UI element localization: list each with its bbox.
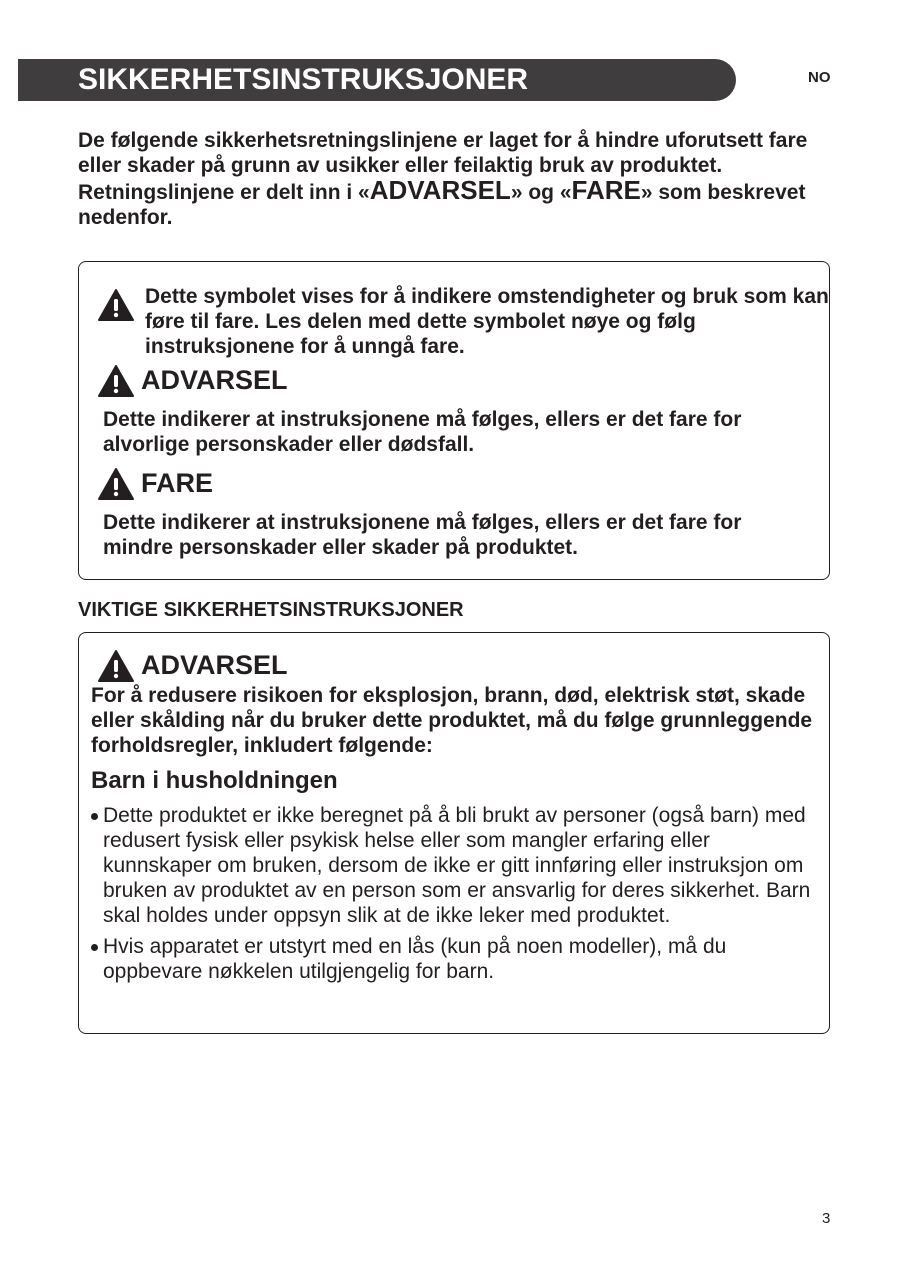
intro-warning-term: ADVARSEL	[369, 175, 511, 205]
warning-description: Dette indikerer at instruksjonene må følges, ellers er det fare for alvorlige personskader eller dødsfall.	[103, 408, 742, 456]
list-item: Dette produktet er ikke beregnet på å bli brukt av personer (også barn) med redusert fysisk eller psykisk helse eller som mangler erfaring eller kunnskaper om bruken, dersom de ikke er gitt innføring eller instruksjon om bruken av produktet av en person som er ansvarlig for deres sikkerhet. Barn skal holdes under oppsyn slik at de ikke leker med produktet.	[91, 803, 811, 928]
warning-triangle-icon	[97, 467, 135, 501]
warning-heading-row	[97, 649, 288, 683]
intro-paragraph-2	[78, 175, 838, 230]
warning-triangle-icon	[97, 364, 135, 398]
page-number: 3	[822, 1210, 831, 1227]
list-item: Hvis apparatet er utstyrt med en lås (kun på noen modeller), må du oppbevare nøkkelen utilgjengelig for barn.	[91, 934, 811, 984]
intro-text	[78, 128, 838, 230]
intro-text-part: Retningslinjene er delt inn i «	[78, 181, 370, 204]
symbol-legend-box	[78, 261, 830, 580]
warning-heading: ADVARSEL	[141, 365, 288, 395]
header-bar	[18, 59, 736, 101]
intro-text-part: » og «	[510, 181, 572, 204]
symbol-description: Dette symbolet vises for å indikere omstendigheter og bruk som kan føre til fare. Les delen med dette symbolet nøye og følg instruksjonene for å unngå fare.	[145, 285, 829, 358]
important-instructions-box	[78, 632, 830, 1034]
warning-description: For å redusere risikoen for eksplosjon, brann, død, elektrisk støt, skade eller skålding når du bruker dette produktet, må du følge grunnleggende forholdsregler, inkludert følgende:	[91, 684, 813, 757]
children-subheading: Barn i husholdningen	[91, 767, 338, 794]
children-bullet-list	[91, 803, 811, 990]
page-title: SIKKERHETSINSTRUKSJONER	[78, 63, 529, 96]
warning-heading-row	[97, 364, 288, 398]
danger-heading-row	[97, 467, 213, 501]
warning-heading: ADVARSEL	[141, 650, 288, 680]
section-title: VIKTIGE SIKKERHETSINSTRUKSJONER	[78, 599, 464, 621]
symbol-explanation	[97, 284, 835, 359]
danger-heading: FARE	[141, 468, 214, 498]
warning-triangle-icon	[97, 649, 135, 683]
intro-danger-term: FARE	[571, 175, 641, 205]
danger-description: Dette indikerer at instruksjonene må følges, ellers er det fare for mindre personskader eller skader på produktet.	[103, 511, 742, 559]
intro-paragraph-1: De følgende sikkerhetsretningslinjene er laget for å hindre uforutsett fare eller skader på grunn av usikker eller feilaktig bruk av produktet.	[78, 129, 808, 177]
intro-text-part: » som beskrevet nedenfor.	[78, 181, 806, 229]
warning-triangle-icon	[97, 288, 135, 322]
language-code: NO	[808, 69, 831, 86]
